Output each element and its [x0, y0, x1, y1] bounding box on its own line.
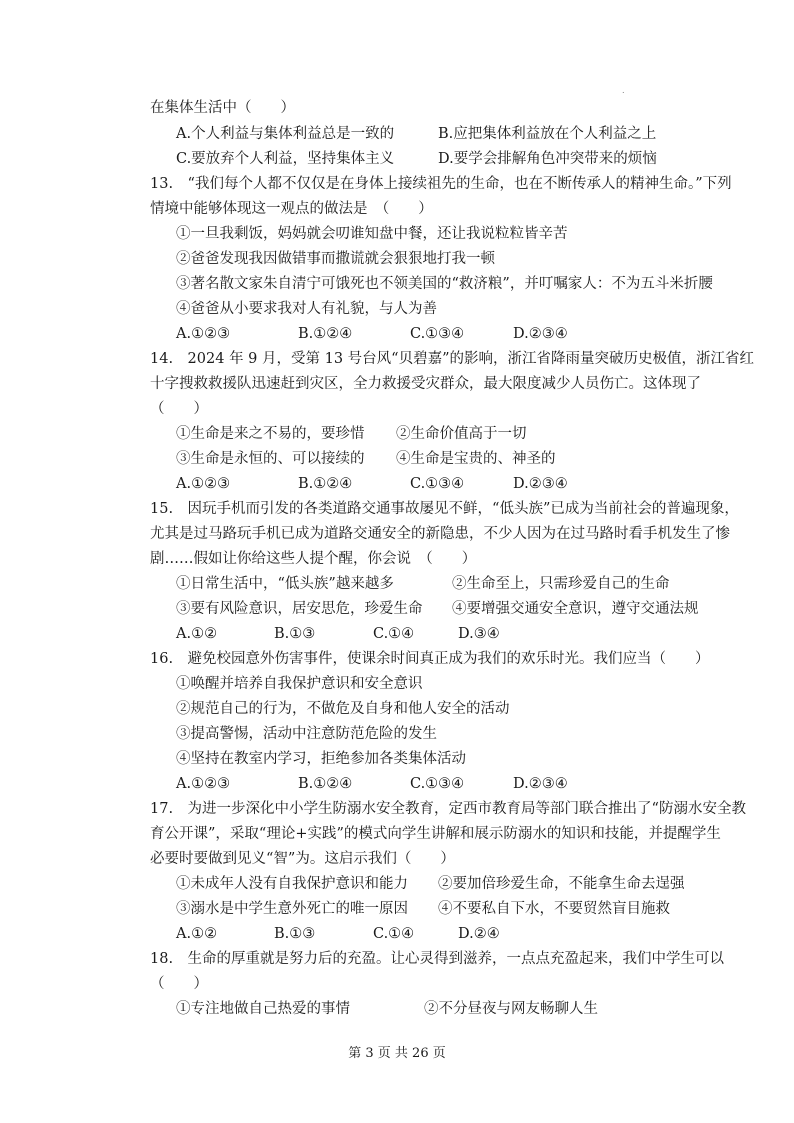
q13-option-d: D.②③④ — [513, 326, 568, 342]
q15-option-d: D.③④ — [458, 626, 500, 642]
q14-item-4: ④生命是宝贵的、神圣的 — [396, 451, 556, 467]
q16-stem-line1: 16. 避免校园意外伤害事件，使课余时间真正成为我们的欢乐时光。我们应当（ ） — [150, 651, 710, 667]
q13-stem-line1: 13. “我们每个人都不仅仅是在身体上接续祖先的生命，也在不断传承人的精神生命。”下列 — [150, 176, 732, 192]
q13-option-c: C.①③④ — [410, 326, 465, 342]
q14-stem-line1: 14. 2024 年 9 月，受第 13 号台风“贝碧嘉”的影响，浙江省降雨量突破历史极值，浙江省红 — [150, 351, 755, 367]
q18-stem-line2: （ ） — [150, 976, 208, 992]
q16-item-2: ②规范自己的行为，不做危及自身和他人安全的活动 — [176, 701, 510, 717]
q17-item-2: ②要加倍珍爱生命，不能拿生命去逞强 — [438, 876, 685, 892]
q14-item-2: ②生命价值高于一切 — [396, 426, 527, 442]
q17-stem-line1: 17. 为进一步深化中小学生防溺水安全教育，定西市教育局等部门联合推出了“防溺水安全教 — [150, 801, 746, 817]
q14-stem-line2: 十字搜救救援队迅速赶到灾区，全力救援受灾群众，最大限度减少人员伤亡。这体现了 — [150, 376, 701, 392]
q12-option-b: B.应把集体利益放在个人利益之上 — [438, 126, 657, 142]
q16-option-a: A.①②③ — [176, 776, 231, 792]
q15-option-c: C.①④ — [373, 626, 415, 642]
q15-item-3: ③要有风险意识，居安思危，珍爱生命 — [176, 601, 423, 617]
q16-option-d: D.②③④ — [513, 776, 568, 792]
q12-option-a: A.个人利益与集体利益总是一致的 — [176, 126, 395, 142]
q18-item-1: ①专注地做自己热爱的事情 — [176, 1001, 350, 1017]
q16-option-b: B.①②④ — [298, 776, 353, 792]
q17-stem-line3: 必要时要做到见义“智”为。这启示我们（ ） — [150, 851, 455, 867]
q12-option-d: D.要学会排解角色冲突带来的烦恼 — [438, 151, 657, 167]
q14-option-a: A.①②③ — [176, 476, 231, 492]
q14-option-b: B.①②④ — [298, 476, 353, 492]
q17-option-a: A.①② — [176, 926, 218, 942]
q16-item-3: ③提高警惕，活动中注意防范危险的发生 — [176, 726, 437, 742]
q15-stem-line3: 剧……假如让你给这些人提个醒，你会说 （ ） — [150, 551, 477, 567]
q15-item-2: ②生命至上，只需珍爱自己的生命 — [452, 576, 670, 592]
q13-stem-line2: 情境中能够体现这一观点的做法是 （ ） — [150, 201, 433, 217]
q16-option-c: C.①③④ — [410, 776, 465, 792]
q15-stem-line1: 15. 因玩手机而引发的各类道路交通事故屡见不鲜，“低头族”已成为当前社会的普遍现象， — [150, 501, 739, 517]
q18-item-2: ②不分昼夜与网友畅聊人生 — [424, 1001, 598, 1017]
q17-item-3: ③溺水是中学生意外死亡的唯一原因 — [176, 901, 408, 917]
q17-stem-line2: 育公开课”，采取“理论+实践”的模式向学生讲解和展示防溺水的知识和技能，并提醒学生 — [150, 826, 721, 842]
q15-option-a: A.①② — [176, 626, 218, 642]
q14-item-3: ③生命是永恒的、可以接续的 — [176, 451, 365, 467]
page-number-footer: 第 3 页 共 26 页 — [348, 1046, 446, 1061]
q14-stem-line3: （ ） — [150, 401, 208, 417]
q15-option-b: B.①③ — [274, 626, 316, 642]
q15-stem-line2: 尤其是过马路玩手机已成为道路交通安全的新隐患，不少人因为在过马路时看手机发生了惨 — [150, 526, 730, 542]
q13-option-b: B.①②④ — [298, 326, 353, 342]
q13-item-4: ④爸爸从小要求我对人有礼貌，与人为善 — [176, 301, 437, 317]
q17-item-1: ①未成年人没有自我保护意识和能力 — [176, 876, 408, 892]
corner-mark: . — [622, 86, 625, 95]
q12-stem-tail: 在集体生活中（ ） — [150, 100, 295, 116]
q17-option-d: D.②④ — [458, 926, 500, 942]
q16-item-4: ④坚持在教室内学习，拒绝参加各类集体活动 — [176, 751, 466, 767]
q12-option-c: C.要放弃个人利益，坚持集体主义 — [176, 151, 395, 167]
q18-stem-line1: 18. 生命的厚重就是努力后的充盈。让心灵得到滋养，一点点充盈起来，我们中学生可以 — [150, 951, 725, 967]
q14-item-1: ①生命是来之不易的，要珍惜 — [176, 426, 365, 442]
q17-option-b: B.①③ — [274, 926, 316, 942]
q13-option-a: A.①②③ — [176, 326, 231, 342]
q14-option-d: D.②③④ — [513, 476, 568, 492]
q13-item-1: ①一旦我剩饭，妈妈就会叨谁知盘中餐，还让我说粒粒皆辛苦 — [176, 226, 568, 242]
q16-item-1: ①唤醒并培养自我保护意识和安全意识 — [176, 676, 423, 692]
q14-option-c: C.①③④ — [410, 476, 465, 492]
q15-item-1: ①日常生活中，“低头族”越来越多 — [176, 576, 394, 592]
q17-item-4: ④不要私自下水，不要贸然盲目施救 — [438, 901, 670, 917]
q15-item-4: ④要增强交通安全意识，遵守交通法规 — [452, 601, 699, 617]
q17-option-c: C.①④ — [373, 926, 415, 942]
q13-item-3: ③著名散文家朱自清宁可饿死也不领美国的“救济粮”，并叮嘱家人：不为五斗米折腰 — [176, 276, 713, 292]
q13-item-2: ②爸爸发现我因做错事而撒谎就会狠狠地打我一顿 — [176, 251, 495, 267]
